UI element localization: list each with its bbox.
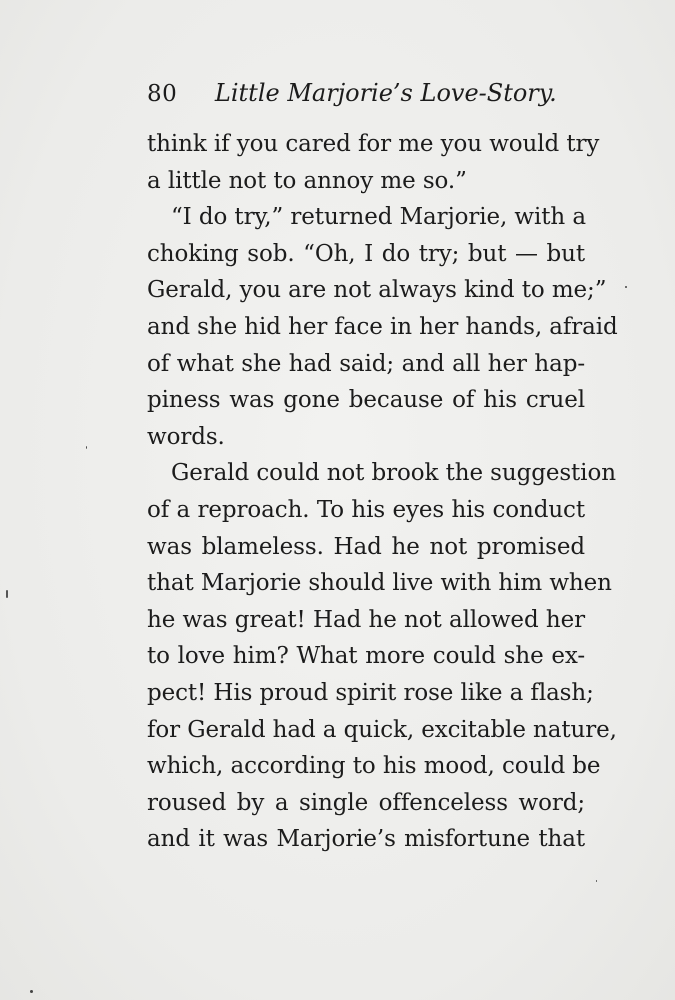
text-line: think if you cared for me you would try xyxy=(147,131,600,157)
paper-speck xyxy=(30,990,33,993)
page-number: 80 xyxy=(147,81,178,107)
text-line: of a reproach. To his eyes his conduct xyxy=(147,496,585,523)
text-line: he was great! Had he not allowed her xyxy=(147,606,585,633)
paper-speck xyxy=(6,590,8,598)
text-line: was blameless. Had he not promised xyxy=(147,533,585,560)
text-line: “I do try,” returned Marjorie, with a xyxy=(171,204,586,231)
text-line: and it was Marjorie’s misfortune that xyxy=(147,826,585,853)
text-line: choking sob. “Oh, I do try; but — but xyxy=(147,240,585,267)
text-line: to love him? What more could she ex- xyxy=(147,643,585,670)
running-title: Little Marjorie’s Love-Story. xyxy=(214,79,557,107)
text-line: Gerald could not brook the suggestion xyxy=(171,460,616,487)
text-line: Gerald, you are not always kind to me;” xyxy=(147,277,607,304)
running-header xyxy=(147,76,587,110)
text-line: a little not to annoy me so.” xyxy=(147,167,467,194)
text-line: roused by a single offenceless word; xyxy=(147,789,585,816)
text-line: piness was gone because of his cruel xyxy=(147,387,585,414)
text-line: words. xyxy=(147,423,225,450)
paper-speck xyxy=(625,286,627,288)
text-line: which, according to his mood, could be xyxy=(147,753,601,780)
text-line: pect! His proud spirit rose like a flash; xyxy=(147,679,594,706)
paper-speck xyxy=(596,880,597,882)
body-text xyxy=(147,126,618,858)
paper-speck xyxy=(86,446,87,449)
text-line: and she hid her face in her hands, afraid xyxy=(147,313,618,340)
text-line: that Marjorie should live with him when xyxy=(147,570,612,597)
text-line: of what she had said; and all her hap- xyxy=(147,350,585,377)
text-line: for Gerald had a quick, excitable nature, xyxy=(147,716,617,743)
